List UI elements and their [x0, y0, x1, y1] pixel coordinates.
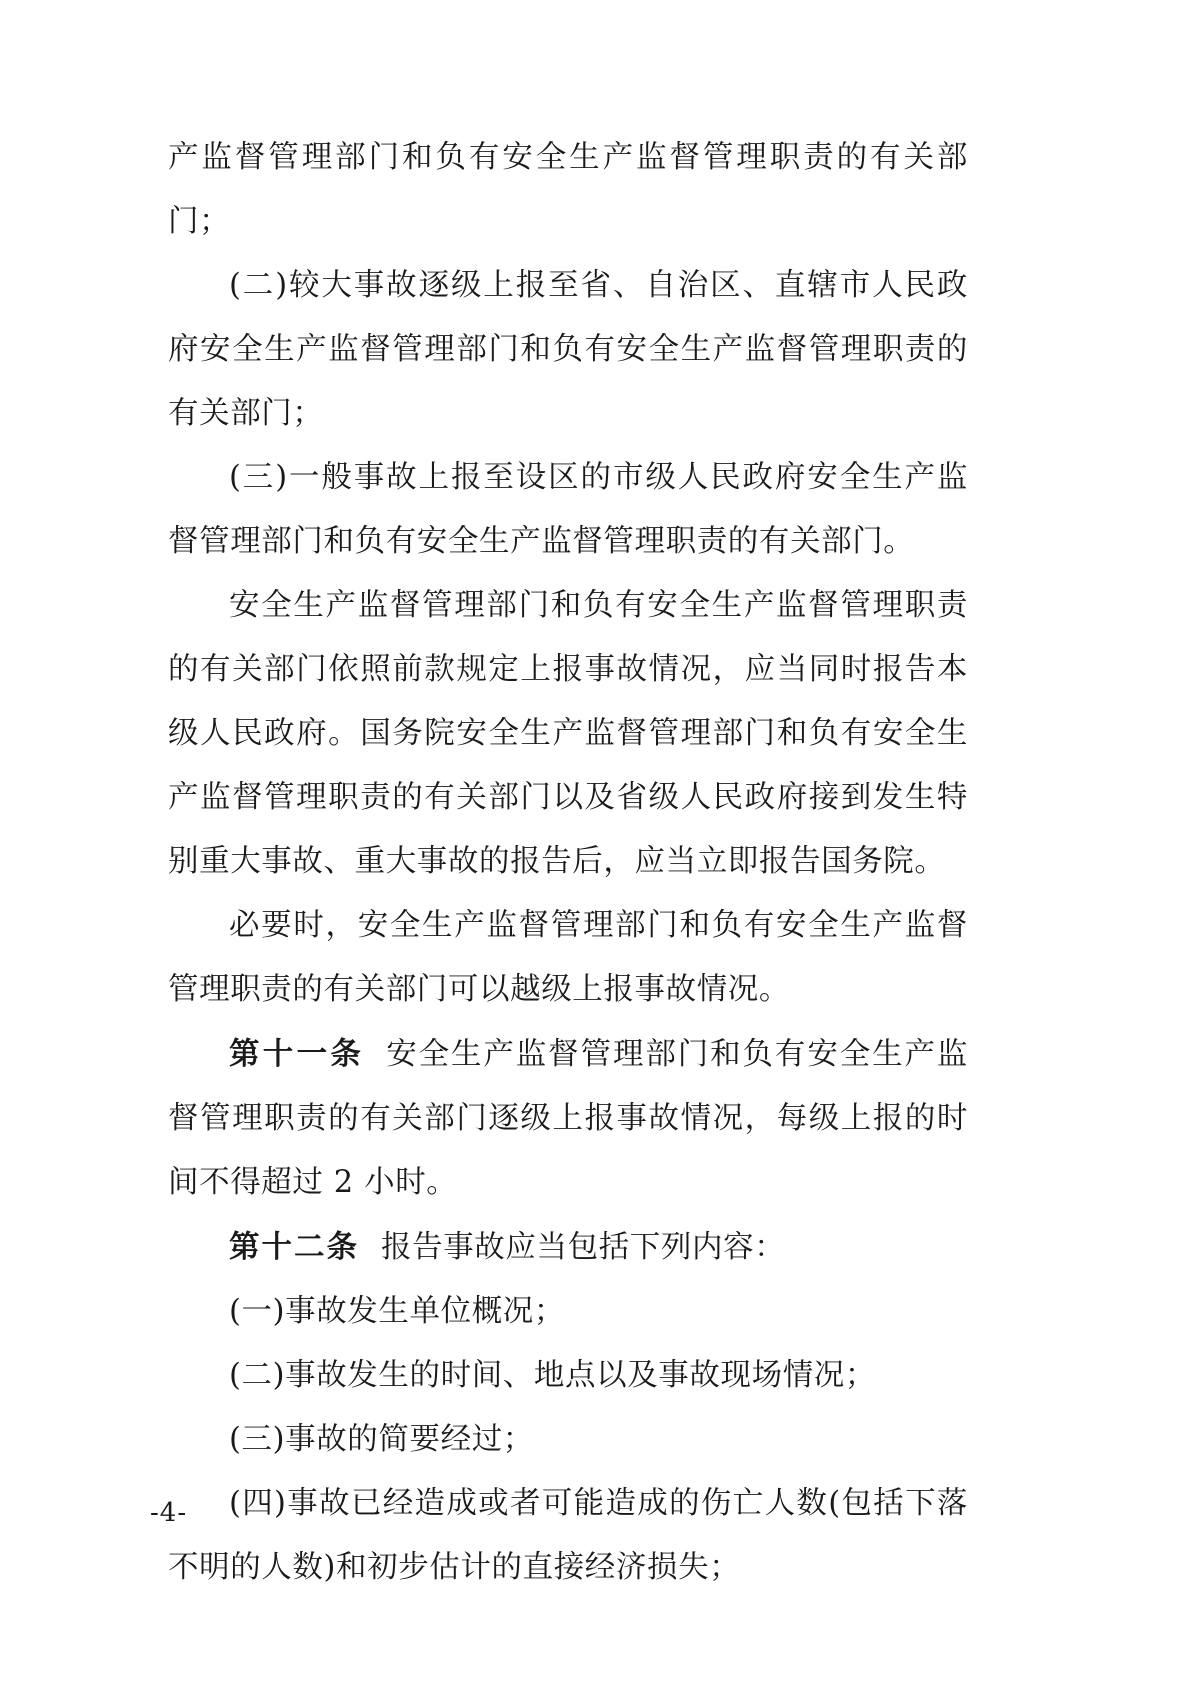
document-body [168, 126, 968, 1600]
list-item-3: (三)事故的简要经过； [229, 1422, 534, 1457]
article-eleven-label: 第十一条 [229, 1036, 365, 1072]
list-item-1: (一)事故发生单位概况； [229, 1294, 565, 1329]
paragraph-reporting-duty: 安全生产监督管理部门和负有安全生产监督管理职责的有关部门依照前款规定上报事故情况，应当同时报告本级人民政府。国务院安全生产监督管理部门和负有安全生产监督管理职责的有关部门以及省级人民政府接到发生特别重大事故、重大事故的报告后，应当立即报告国务院。 [168, 588, 968, 879]
page-number: -4- [150, 1498, 188, 1528]
list-item-2: (二)事故发生的时间、地点以及事故现场情况； [229, 1358, 876, 1393]
article-eleven-text: 安全生产监督管理部门和负有安全生产监督管理职责的有关部门逐级上报事故情况，每级上报的时间不得超过 2 小时。 [168, 1037, 968, 1200]
article-twelve [168, 1215, 968, 1280]
paragraph-item-2: (二)较大事故逐级上报至省、自治区、直辖市人民政府安全生产监督管理部门和负有安全生产监督管理职责的有关部门； [168, 268, 968, 431]
paragraph-item-3: (三)一般事故上报至设区的市级人民政府安全生产监督管理部门和负有安全生产监督管理职责的有关部门。 [168, 460, 968, 559]
article-twelve-text: 报告事故应当包括下列内容： [381, 1230, 786, 1265]
list-item-4: (四)事故已经造成或者可能造成的伤亡人数(包括下落不明的人数)和初步估计的直接经济损失； [168, 1486, 968, 1585]
paragraph-escalation: 必要时，安全生产监督管理部门和负有安全生产监督管理职责的有关部门可以越级上报事故情况。 [168, 908, 968, 1007]
article-eleven [168, 1022, 968, 1215]
paragraph-continuation: 产监督管理部门和负有安全生产监督管理职责的有关部门； [168, 140, 968, 239]
article-twelve-label: 第十二条 [229, 1229, 359, 1265]
